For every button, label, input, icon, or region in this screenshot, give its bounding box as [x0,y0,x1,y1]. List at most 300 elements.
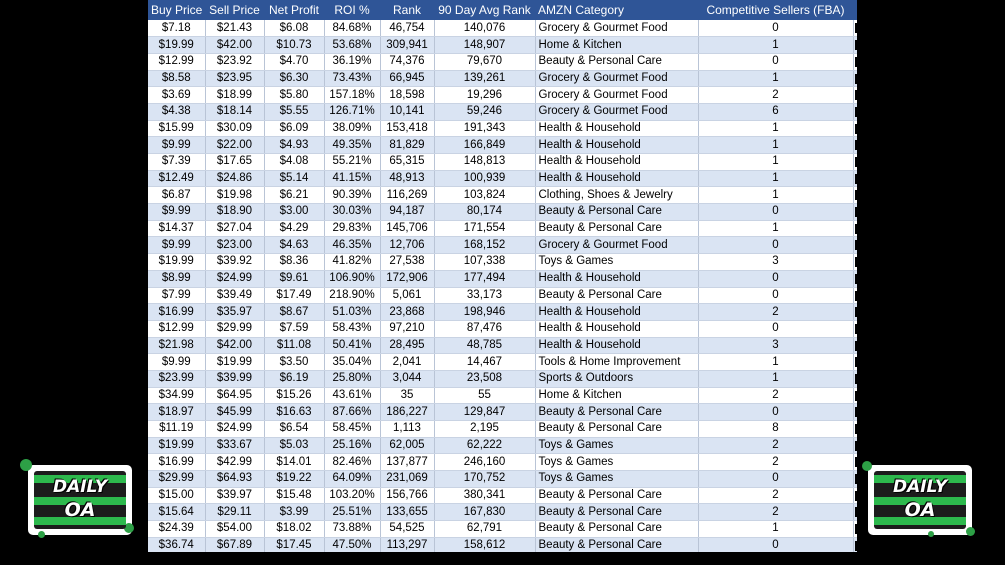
cell-rank[interactable]: 62,005 [380,437,434,454]
cell-net-profit[interactable]: $11.08 [264,337,324,354]
cell-amzn-category[interactable]: Beauty & Personal Care [535,504,698,521]
cell-net-profit[interactable]: $6.21 [264,187,324,204]
cell-sell-price[interactable]: $35.97 [205,304,264,321]
cell-sell-price[interactable]: $29.99 [205,320,264,337]
cell-roi[interactable]: 49.35% [324,137,380,154]
table-row[interactable] [148,170,857,187]
cell-rank[interactable]: 137,877 [380,454,434,471]
cell-sell-price[interactable]: $18.14 [205,103,264,120]
cell-roi[interactable]: 50.41% [324,337,380,354]
cell-amzn-category[interactable]: Beauty & Personal Care [535,287,698,304]
table-row[interactable] [148,521,857,538]
cell-amzn-category[interactable]: Beauty & Personal Care [535,404,698,421]
cell-net-profit[interactable]: $5.03 [264,437,324,454]
cell-sell-price[interactable]: $54.00 [205,521,264,538]
cell-buy-price[interactable]: $29.99 [148,471,205,488]
cell-sell-price[interactable]: $39.97 [205,487,264,504]
cell-90-day-avg-rank[interactable]: 62,791 [434,521,535,538]
cell-amzn-category[interactable]: Toys & Games [535,454,698,471]
cell-buy-price[interactable]: $19.99 [148,37,205,54]
cell-competitive-sellers[interactable]: 2 [698,454,853,471]
cell-net-profit[interactable]: $9.61 [264,270,324,287]
table-row[interactable] [148,37,857,54]
table-row[interactable] [148,320,857,337]
cell-competitive-sellers[interactable]: 1 [698,170,853,187]
cell-roi[interactable]: 157.18% [324,87,380,104]
cell-roi[interactable]: 218.90% [324,287,380,304]
cell-90-day-avg-rank[interactable]: 246,160 [434,454,535,471]
table-row[interactable] [148,504,857,521]
cell-buy-price[interactable]: $8.99 [148,270,205,287]
cell-90-day-avg-rank[interactable]: 158,612 [434,537,535,552]
cell-competitive-sellers[interactable]: 0 [698,53,853,70]
cell-buy-price[interactable]: $9.99 [148,137,205,154]
cell-sell-price[interactable]: $42.00 [205,37,264,54]
cell-buy-price[interactable]: $24.39 [148,521,205,538]
cell-sell-price[interactable]: $29.11 [205,504,264,521]
cell-net-profit[interactable]: $3.00 [264,204,324,221]
cell-rank[interactable]: 186,227 [380,404,434,421]
cell-buy-price[interactable]: $3.69 [148,87,205,104]
cell-90-day-avg-rank[interactable]: 198,946 [434,304,535,321]
cell-buy-price[interactable]: $8.58 [148,70,205,87]
cell-roi[interactable]: 47.50% [324,537,380,552]
table-row[interactable] [148,437,857,454]
cell-competitive-sellers[interactable]: 6 [698,103,853,120]
table-row[interactable] [148,354,857,371]
cell-amzn-category[interactable]: Grocery & Gourmet Food [535,70,698,87]
cell-90-day-avg-rank[interactable]: 129,847 [434,404,535,421]
cell-rank[interactable]: 81,829 [380,137,434,154]
cell-net-profit[interactable]: $4.63 [264,237,324,254]
cell-amzn-category[interactable]: Beauty & Personal Care [535,204,698,221]
cell-sell-price[interactable]: $24.86 [205,170,264,187]
cell-roi[interactable]: 82.46% [324,454,380,471]
cell-competitive-sellers[interactable]: 3 [698,254,853,271]
cell-amzn-category[interactable]: Grocery & Gourmet Food [535,87,698,104]
cell-90-day-avg-rank[interactable]: 62,222 [434,437,535,454]
cell-buy-price[interactable]: $12.49 [148,170,205,187]
table-row[interactable] [148,204,857,221]
table-row[interactable] [148,337,857,354]
cell-edge [853,537,857,552]
cell-buy-price[interactable]: $21.98 [148,337,205,354]
table-row[interactable] [148,421,857,438]
cell-buy-price[interactable]: $15.64 [148,504,205,521]
cell-90-day-avg-rank[interactable]: 177,494 [434,270,535,287]
cell-competitive-sellers[interactable]: 0 [698,204,853,221]
cell-net-profit[interactable]: $5.14 [264,170,324,187]
table-row[interactable] [148,220,857,237]
cell-roi[interactable]: 53.68% [324,37,380,54]
table-row[interactable] [148,387,857,404]
cell-sell-price[interactable]: $18.99 [205,87,264,104]
cell-roi[interactable]: 103.20% [324,487,380,504]
cell-sell-price[interactable]: $45.99 [205,404,264,421]
table-row[interactable] [148,137,857,154]
cell-roi[interactable]: 73.43% [324,70,380,87]
cell-sell-price[interactable]: $33.67 [205,437,264,454]
cell-net-profit[interactable]: $15.26 [264,387,324,404]
cell-amzn-category[interactable]: Sports & Outdoors [535,370,698,387]
cell-net-profit[interactable]: $8.36 [264,254,324,271]
cell-amzn-category[interactable]: Health & Household [535,270,698,287]
cell-90-day-avg-rank[interactable]: 167,830 [434,504,535,521]
cell-roi[interactable]: 36.19% [324,53,380,70]
cell-net-profit[interactable]: $4.08 [264,154,324,171]
cell-roi[interactable]: 41.15% [324,170,380,187]
cell-rank[interactable]: 27,538 [380,254,434,271]
cell-competitive-sellers[interactable]: 0 [698,404,853,421]
cell-amzn-category[interactable]: Health & Household [535,154,698,171]
cell-roi[interactable]: 29.83% [324,220,380,237]
cell-rank[interactable]: 48,913 [380,170,434,187]
cell-net-profit[interactable]: $5.55 [264,103,324,120]
cell-amzn-category[interactable]: Beauty & Personal Care [535,487,698,504]
table-row[interactable] [148,370,857,387]
table-row[interactable] [148,287,857,304]
table-row[interactable] [148,237,857,254]
cell-sell-price[interactable]: $24.99 [205,421,264,438]
cell-competitive-sellers[interactable]: 1 [698,187,853,204]
cell-buy-price[interactable]: $4.38 [148,103,205,120]
cell-roi[interactable]: 51.03% [324,304,380,321]
col-header-rank[interactable]: Rank [392,3,421,17]
cell-90-day-avg-rank[interactable]: 19,296 [434,87,535,104]
cell-roi[interactable]: 46.35% [324,237,380,254]
cell-buy-price[interactable]: $16.99 [148,454,205,471]
cell-buy-price[interactable]: $34.99 [148,387,205,404]
cell-buy-price[interactable]: $6.87 [148,187,205,204]
cell-roi[interactable]: 25.80% [324,370,380,387]
cell-roi[interactable]: 58.45% [324,421,380,438]
cell-rank[interactable]: 116,269 [380,187,434,204]
cell-rank[interactable]: 97,210 [380,320,434,337]
cell-sell-price[interactable]: $24.99 [205,270,264,287]
cell-90-day-avg-rank[interactable]: 33,173 [434,287,535,304]
cell-90-day-avg-rank[interactable]: 148,813 [434,154,535,171]
col-header-net-profit[interactable]: Net Profit [268,3,319,17]
table-row[interactable] [148,187,857,204]
cell-sell-price[interactable]: $23.92 [205,53,264,70]
cell-amzn-category[interactable]: Grocery & Gourmet Food [535,237,698,254]
cell-net-profit[interactable]: $5.80 [264,87,324,104]
cell-sell-price[interactable]: $42.00 [205,337,264,354]
cell-amzn-category[interactable]: Grocery & Gourmet Food [535,103,698,120]
table-row[interactable] [148,70,857,87]
table-row[interactable] [148,537,857,552]
cell-competitive-sellers[interactable]: 1 [698,354,853,371]
cell-sell-price[interactable]: $67.89 [205,537,264,552]
cell-90-day-avg-rank[interactable]: 23,508 [434,370,535,387]
cell-competitive-sellers[interactable]: 2 [698,87,853,104]
cell-net-profit[interactable]: $6.08 [264,20,324,37]
cell-90-day-avg-rank[interactable]: 14,467 [434,354,535,371]
cell-roi[interactable]: 35.04% [324,354,380,371]
cell-competitive-sellers[interactable]: 1 [698,521,853,538]
cell-net-profit[interactable]: $10.73 [264,37,324,54]
daily-oa-logo-right [868,465,972,535]
cell-amzn-category[interactable]: Health & Household [535,137,698,154]
cell-net-profit[interactable]: $3.99 [264,504,324,521]
cell-rank[interactable]: 12,706 [380,237,434,254]
cell-rank[interactable]: 153,418 [380,120,434,137]
cell-rank[interactable]: 23,868 [380,304,434,321]
cell-rank[interactable]: 94,187 [380,204,434,221]
table-row[interactable] [148,87,857,104]
cell-rank[interactable]: 35 [380,387,434,404]
table-row[interactable] [148,304,857,321]
cell-roi[interactable]: 55.21% [324,154,380,171]
table-row[interactable] [148,404,857,421]
table-row[interactable] [148,20,857,37]
cell-rank[interactable]: 156,766 [380,487,434,504]
cell-90-day-avg-rank[interactable]: 140,076 [434,20,535,37]
cell-amzn-category[interactable]: Tools & Home Improvement [535,354,698,371]
cell-amzn-category[interactable]: Home & Kitchen [535,387,698,404]
cell-sell-price[interactable]: $27.04 [205,220,264,237]
cell-sell-price[interactable]: $18.90 [205,204,264,221]
cell-net-profit[interactable]: $8.67 [264,304,324,321]
cell-rank[interactable]: 66,945 [380,70,434,87]
cell-rank[interactable]: 65,315 [380,154,434,171]
cell-rank[interactable]: 5,061 [380,287,434,304]
cell-roi[interactable]: 106.90% [324,270,380,287]
table-row[interactable] [148,103,857,120]
cell-competitive-sellers[interactable]: 1 [698,137,853,154]
cell-sell-price[interactable]: $23.00 [205,237,264,254]
cell-competitive-sellers[interactable]: 2 [698,504,853,521]
cell-competitive-sellers[interactable]: 0 [698,471,853,488]
cell-90-day-avg-rank[interactable]: 166,849 [434,137,535,154]
cell-buy-price[interactable]: $23.99 [148,370,205,387]
cell-roi[interactable]: 73.88% [324,521,380,538]
col-header-sell-price[interactable]: Sell Price [209,3,260,17]
cell-competitive-sellers[interactable]: 1 [698,370,853,387]
cell-sell-price[interactable]: $17.65 [205,154,264,171]
cell-net-profit[interactable]: $6.54 [264,421,324,438]
cell-amzn-category[interactable]: Beauty & Personal Care [535,521,698,538]
cell-competitive-sellers[interactable]: 0 [698,537,853,552]
cell-competitive-sellers[interactable]: 2 [698,387,853,404]
col-header-buy-price[interactable]: Buy Price [151,3,203,17]
cell-90-day-avg-rank[interactable]: 148,907 [434,37,535,54]
col-header-roi[interactable]: ROI % [334,3,370,17]
cell-net-profit[interactable]: $6.19 [264,370,324,387]
cell-sell-price[interactable]: $22.00 [205,137,264,154]
cell-90-day-avg-rank[interactable]: 59,246 [434,103,535,120]
cell-rank[interactable]: 18,598 [380,87,434,104]
cell-90-day-avg-rank[interactable]: 48,785 [434,337,535,354]
cell-net-profit[interactable]: $14.01 [264,454,324,471]
cell-amzn-category[interactable]: Toys & Games [535,437,698,454]
cell-roi[interactable]: 64.09% [324,471,380,488]
cell-sell-price[interactable]: $21.43 [205,20,264,37]
cell-competitive-sellers[interactable]: 2 [698,487,853,504]
cell-90-day-avg-rank[interactable]: 139,261 [434,70,535,87]
cell-rank[interactable]: 309,941 [380,37,434,54]
cell-net-profit[interactable]: $6.09 [264,120,324,137]
table-row[interactable] [148,120,857,137]
cell-buy-price[interactable]: $15.99 [148,120,205,137]
cell-buy-price[interactable]: $12.99 [148,320,205,337]
cell-90-day-avg-rank[interactable]: 80,174 [434,204,535,221]
cell-net-profit[interactable]: $17.49 [264,287,324,304]
cell-competitive-sellers[interactable]: 0 [698,270,853,287]
cell-roi[interactable]: 25.16% [324,437,380,454]
cell-90-day-avg-rank[interactable]: 171,554 [434,220,535,237]
cell-buy-price[interactable]: $9.99 [148,237,205,254]
cell-buy-price[interactable]: $36.74 [148,537,205,552]
cell-roi[interactable]: 25.51% [324,504,380,521]
cell-net-profit[interactable]: $4.29 [264,220,324,237]
cell-90-day-avg-rank[interactable]: 170,752 [434,471,535,488]
cell-amzn-category[interactable]: Toys & Games [535,471,698,488]
cell-amzn-category[interactable]: Health & Household [535,320,698,337]
cell-net-profit[interactable]: $19.22 [264,471,324,488]
cell-amzn-category[interactable]: Beauty & Personal Care [535,421,698,438]
table-row[interactable] [148,154,857,171]
cell-90-day-avg-rank[interactable]: 2,195 [434,421,535,438]
col-header-amzn-category[interactable]: AMZN Category [538,3,625,17]
cell-amzn-category[interactable]: Toys & Games [535,254,698,271]
cell-buy-price[interactable]: $9.99 [148,354,205,371]
cell-edge [853,53,857,70]
cell-net-profit[interactable]: $4.70 [264,53,324,70]
cell-90-day-avg-rank[interactable]: 100,939 [434,170,535,187]
cell-rank[interactable]: 172,906 [380,270,434,287]
cell-buy-price[interactable]: $19.99 [148,437,205,454]
cell-net-profit[interactable]: $4.93 [264,137,324,154]
table-row[interactable] [148,454,857,471]
table-row[interactable] [148,471,857,488]
cell-sell-price[interactable]: $39.92 [205,254,264,271]
col-header-competitive-sellers[interactable]: Competitive Sellers (FBA) [706,3,845,17]
cell-90-day-avg-rank[interactable]: 168,152 [434,237,535,254]
cell-sell-price[interactable]: $30.09 [205,120,264,137]
cell-roi[interactable]: 43.61% [324,387,380,404]
cell-rank[interactable]: 113,297 [380,537,434,552]
cell-buy-price[interactable]: $16.99 [148,304,205,321]
cell-90-day-avg-rank[interactable]: 79,670 [434,53,535,70]
cell-competitive-sellers[interactable]: 0 [698,20,853,37]
cell-sell-price[interactable]: $64.93 [205,471,264,488]
cell-rank[interactable]: 133,655 [380,504,434,521]
cell-rank[interactable]: 145,706 [380,220,434,237]
cell-amzn-category[interactable]: Health & Household [535,120,698,137]
cell-competitive-sellers[interactable]: 1 [698,154,853,171]
cell-amzn-category[interactable]: Beauty & Personal Care [535,53,698,70]
cell-net-profit[interactable]: $17.45 [264,537,324,552]
cell-roi[interactable]: 90.39% [324,187,380,204]
cell-buy-price[interactable]: $7.99 [148,287,205,304]
cell-roi[interactable]: 126.71% [324,103,380,120]
cell-buy-price[interactable]: $15.00 [148,487,205,504]
cell-buy-price[interactable]: $7.18 [148,20,205,37]
cell-amzn-category[interactable]: Grocery & Gourmet Food [535,20,698,37]
cell-roi[interactable]: 41.82% [324,254,380,271]
cell-competitive-sellers[interactable]: 8 [698,421,853,438]
cell-rank[interactable]: 54,525 [380,521,434,538]
cell-90-day-avg-rank[interactable]: 107,338 [434,254,535,271]
cell-net-profit[interactable]: $6.30 [264,70,324,87]
cell-sell-price[interactable]: $64.95 [205,387,264,404]
cell-buy-price[interactable]: $12.99 [148,53,205,70]
cell-competitive-sellers[interactable]: 1 [698,220,853,237]
cell-buy-price[interactable]: $11.19 [148,421,205,438]
cell-90-day-avg-rank[interactable]: 103,824 [434,187,535,204]
cell-amzn-category[interactable]: Health & Household [535,304,698,321]
cell-competitive-sellers[interactable]: 1 [698,70,853,87]
cell-buy-price[interactable]: $19.99 [148,254,205,271]
cell-competitive-sellers[interactable]: 2 [698,437,853,454]
cell-competitive-sellers[interactable]: 0 [698,320,853,337]
cell-buy-price[interactable]: $9.99 [148,204,205,221]
cell-roi[interactable]: 30.03% [324,204,380,221]
cell-90-day-avg-rank[interactable]: 55 [434,387,535,404]
cell-amzn-category[interactable]: Beauty & Personal Care [535,220,698,237]
table-row[interactable] [148,270,857,287]
cell-90-day-avg-rank[interactable]: 87,476 [434,320,535,337]
cell-amzn-category[interactable]: Health & Household [535,170,698,187]
cell-net-profit[interactable]: $18.02 [264,521,324,538]
cell-amzn-category[interactable]: Beauty & Personal Care [535,537,698,552]
cell-rank[interactable]: 28,495 [380,337,434,354]
cell-competitive-sellers[interactable]: 0 [698,237,853,254]
cell-90-day-avg-rank[interactable]: 191,343 [434,120,535,137]
cell-competitive-sellers[interactable]: 1 [698,120,853,137]
cell-competitive-sellers[interactable]: 3 [698,337,853,354]
table-row[interactable] [148,254,857,271]
cell-sell-price[interactable]: $19.98 [205,187,264,204]
cell-90-day-avg-rank[interactable]: 380,341 [434,487,535,504]
cell-sell-price[interactable]: $19.99 [205,354,264,371]
cell-competitive-sellers[interactable]: 0 [698,287,853,304]
cell-rank[interactable]: 231,069 [380,471,434,488]
cell-rank[interactable]: 46,754 [380,20,434,37]
cell-amzn-category[interactable]: Home & Kitchen [535,37,698,54]
cell-competitive-sellers[interactable]: 1 [698,37,853,54]
cell-buy-price[interactable]: $18.97 [148,404,205,421]
cell-rank[interactable]: 1,113 [380,421,434,438]
cell-net-profit[interactable]: $15.48 [264,487,324,504]
cell-rank[interactable]: 3,044 [380,370,434,387]
cell-competitive-sellers[interactable]: 2 [698,304,853,321]
cell-amzn-category[interactable]: Clothing, Shoes & Jewelry [535,187,698,204]
col-header-90-day-avg-rank[interactable]: 90 Day Avg Rank [438,3,531,17]
cell-buy-price[interactable]: $14.37 [148,220,205,237]
cell-rank[interactable]: 10,141 [380,103,434,120]
cell-sell-price[interactable]: $39.49 [205,287,264,304]
table-row[interactable] [148,487,857,504]
cell-buy-price[interactable]: $7.39 [148,154,205,171]
cell-rank[interactable]: 2,041 [380,354,434,371]
cell-sell-price[interactable]: $42.99 [205,454,264,471]
cell-net-profit[interactable]: $16.63 [264,404,324,421]
cell-sell-price[interactable]: $23.95 [205,70,264,87]
cell-amzn-category[interactable]: Health & Household [535,337,698,354]
cell-roi[interactable]: 84.68% [324,20,380,37]
cell-net-profit[interactable]: $3.50 [264,354,324,371]
cell-net-profit[interactable]: $7.59 [264,320,324,337]
cell-edge [853,320,857,337]
cell-roi[interactable]: 87.66% [324,404,380,421]
cell-rank[interactable]: 74,376 [380,53,434,70]
table-row[interactable] [148,53,857,70]
cell-roi[interactable]: 38.09% [324,120,380,137]
cell-sell-price[interactable]: $39.99 [205,370,264,387]
cell-roi[interactable]: 58.43% [324,320,380,337]
